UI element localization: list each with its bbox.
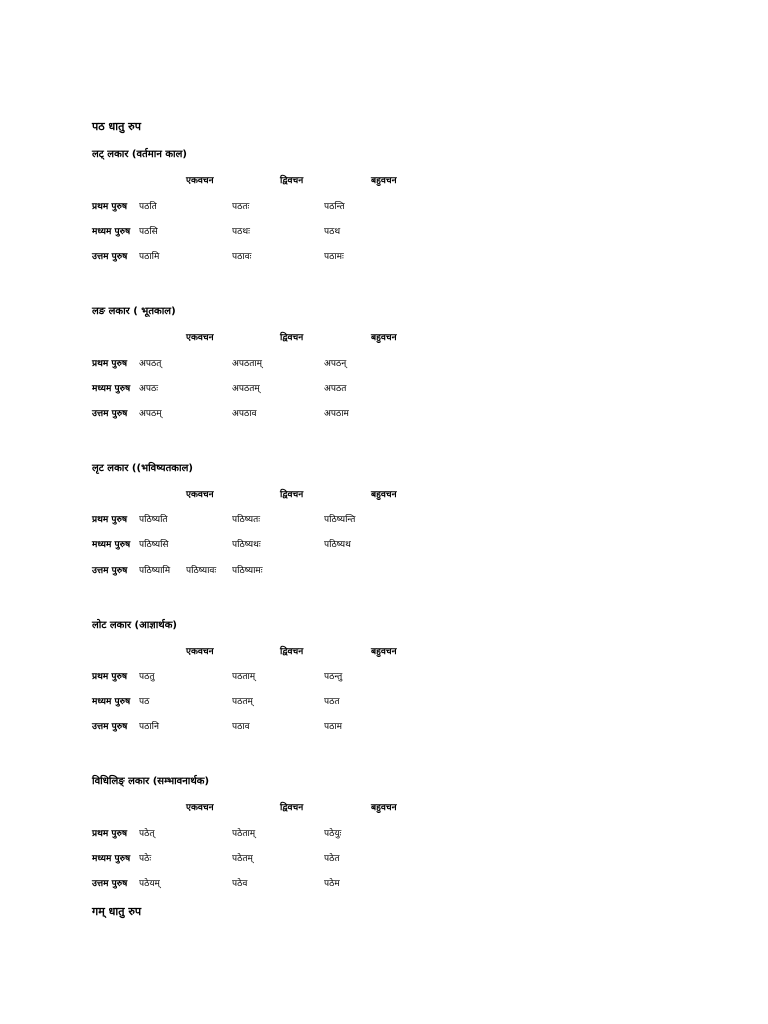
row-label-second-person: मध्यम पुरुष — [92, 227, 131, 237]
form-cell: पठेः — [139, 854, 152, 864]
form-cell: पठेम — [324, 879, 340, 889]
form-cell: पठेव — [232, 879, 248, 889]
form-cell: पठिष्यसि — [139, 540, 169, 550]
row-label-first-person: प्रथम पुरुष — [92, 515, 128, 525]
form-cell: पठिष्यामः — [232, 566, 263, 576]
form-cell: पठेयुः — [324, 829, 342, 839]
form-cell: पठन्तु — [324, 672, 343, 682]
column-header-dual: द्विवचन — [280, 803, 304, 813]
column-header-singular: एकवचन — [186, 647, 214, 657]
form-cell: पठामि — [139, 252, 160, 262]
form-cell: पठाव — [232, 722, 250, 732]
form-cell: पठतु — [139, 672, 155, 682]
row-label-first-person: प्रथम पुरुष — [92, 359, 128, 369]
form-cell: पठेतम् — [232, 854, 253, 864]
row-label-second-person: मध्यम पुरुष — [92, 854, 131, 864]
section-title: लोट लकार (आज्ञार्थक) — [92, 620, 177, 631]
form-cell: पठ — [139, 697, 150, 707]
section-title: लृट लकार ((भविष्यतकाल) — [92, 463, 193, 474]
row-label-third-person: उत्तम पुरुष — [92, 879, 128, 889]
form-cell: पठिष्यन्ति — [324, 515, 356, 525]
row-label-second-person: मध्यम पुरुष — [92, 697, 131, 707]
row-label-first-person: प्रथम पुरुष — [92, 672, 128, 682]
column-header-dual: द्विवचन — [280, 333, 304, 343]
form-cell: पठतः — [232, 202, 250, 212]
column-header-dual: द्विवचन — [280, 490, 304, 500]
column-header-dual: द्विवचन — [280, 647, 304, 657]
column-header-plural: बहुवचन — [371, 490, 397, 500]
column-header-singular: एकवचन — [186, 176, 214, 186]
row-label-third-person: उत्तम पुरुष — [92, 722, 128, 732]
section-title: लट् लकार (वर्तमान काल) — [92, 149, 187, 160]
column-header-singular: एकवचन — [186, 490, 214, 500]
row-label-third-person: उत्तम पुरुष — [92, 409, 128, 419]
form-cell: पठावः — [232, 252, 252, 262]
form-cell: पठिष्यथ — [324, 540, 351, 550]
form-cell: पठति — [139, 202, 157, 212]
form-cell: पठाम — [324, 722, 343, 732]
form-cell: पठत — [324, 697, 340, 707]
row-label-first-person: प्रथम पुरुष — [92, 202, 128, 212]
column-header-plural: बहुवचन — [371, 803, 397, 813]
form-cell: पठन्ति — [324, 202, 345, 212]
form-cell: अपठतम् — [232, 384, 260, 394]
form-cell: पठथ — [324, 227, 341, 237]
column-header-singular: एकवचन — [186, 333, 214, 343]
form-cell: पठसि — [139, 227, 158, 237]
form-cell: अपठः — [139, 384, 159, 394]
form-cell: अपठाव — [232, 409, 257, 419]
form-cell: पठिष्यति — [139, 515, 168, 525]
column-header-plural: बहुवचन — [371, 333, 397, 343]
form-cell: अपठत् — [139, 359, 162, 369]
column-header-plural: बहुवचन — [371, 647, 397, 657]
row-label-first-person: प्रथम पुरुष — [92, 829, 128, 839]
form-cell: पठिष्यामि — [139, 566, 171, 576]
next-section-title: गम् धातु रुप — [92, 905, 142, 918]
section-title: विधिलिङ् लकार (सम्भावनार्थक) — [92, 776, 210, 787]
form-cell: पठताम् — [232, 672, 256, 682]
section-title: लङ लकार ( भूतकाल) — [92, 306, 176, 317]
document-title: पठ धातु रुप — [92, 120, 142, 133]
form-cell: अपठाम — [324, 409, 349, 419]
form-cell: अपठन् — [324, 359, 347, 369]
form-cell: पठामः — [324, 252, 344, 262]
form-cell: पठथः — [232, 227, 250, 237]
row-label-second-person: मध्यम पुरुष — [92, 384, 131, 394]
form-cell: पठिष्यतः — [232, 515, 261, 525]
form-cell: पठानि — [139, 722, 159, 732]
row-label-third-person: उत्तम पुरुष — [92, 252, 128, 262]
form-cell: पठेयम् — [139, 879, 160, 889]
form-cell: पठेत् — [139, 829, 155, 839]
column-header-dual: द्विवचन — [280, 176, 304, 186]
form-cell: अपठम् — [139, 409, 162, 419]
form-cell: पठतम् — [232, 697, 253, 707]
form-cell: पठेत — [324, 854, 340, 864]
column-header-plural: बहुवचन — [371, 176, 397, 186]
form-cell: पठेताम् — [232, 829, 256, 839]
form-cell: पठिष्यथः — [232, 540, 261, 550]
row-label-second-person: मध्यम पुरुष — [92, 540, 131, 550]
form-cell: पठिष्यावः — [186, 566, 217, 576]
column-header-singular: एकवचन — [186, 803, 214, 813]
form-cell: अपठत — [324, 384, 347, 394]
row-label-third-person: उत्तम पुरुष — [92, 566, 128, 576]
form-cell: अपठताम् — [232, 359, 263, 369]
